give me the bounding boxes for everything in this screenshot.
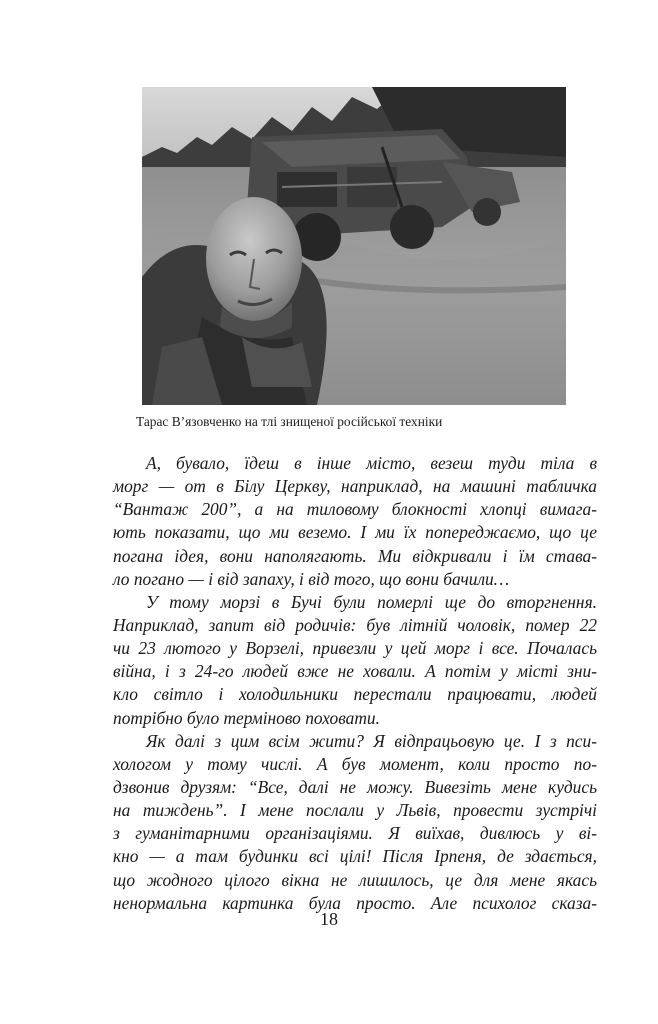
text-line: на тиждень”. І мене послали у Львів, провести зустрічі xyxy=(113,800,597,821)
text-line: кло світло і холодильники перестали працювати, людей xyxy=(113,684,597,705)
text-line: ненормальна картинка була просто. Але психолог сказа- xyxy=(113,892,597,913)
text-line: погана ідея, вони наполягають. Ми відкривали і їм става- xyxy=(113,545,597,566)
text-line: кно — а там будинки всі цілі! Після Ірпеня, де здається, xyxy=(113,846,597,867)
text-line: А, бувало, їдеш в інше місто, везеш туди тіла в xyxy=(146,453,597,473)
text-line: війна, і з 24-го людей вже не ховали. А потім у місті зни- xyxy=(113,661,597,682)
text-line: ють показати, що ми веземо. І ми їх попереджаємо, що це xyxy=(113,522,597,543)
photo-caption: Тарас В’язовченко на тлі знищеної російської техніки xyxy=(136,414,443,429)
text-line: з гуманітарними організаціями. Я виїхав, дивлюсь у ві- xyxy=(113,823,597,844)
text-line: Як далі з цим всім жити? Я відпрацьовую це. І з пси- xyxy=(146,730,597,751)
text-line: дзвонив друзям: “Все, далі не можу. Вивезіть мене кудись xyxy=(113,776,597,797)
photo-destroyed-vehicle xyxy=(142,87,566,405)
text-line: що жодного цілого вікна не лишилось, це для мене якась xyxy=(113,869,597,890)
text-line: Наприклад, запит від родичів: був літній чоловік, помер 22 xyxy=(113,614,597,635)
text-line: чи 23 лютого у Ворзелі, привезли у цей морг і все. Почалась xyxy=(113,638,597,659)
text-line: ло погано — і від запаху, і від того, що вони бачили… xyxy=(113,568,510,589)
text-line: потрібно було терміново поховати. xyxy=(113,707,380,728)
body-text xyxy=(113,452,597,915)
text-line: хологом у тому числі. А був момент, коли просто по- xyxy=(113,753,597,774)
text-line: У тому морзі в Бучі були померлі ще до вторгнення. xyxy=(146,591,597,612)
text-line: морг — от в Білу Церкву, наприклад, на машині табличка xyxy=(113,476,597,497)
text-line: “Вантаж 200”, а на тиловому блокності хлопці вимага- xyxy=(113,499,597,520)
page-number: 18 xyxy=(320,909,338,929)
